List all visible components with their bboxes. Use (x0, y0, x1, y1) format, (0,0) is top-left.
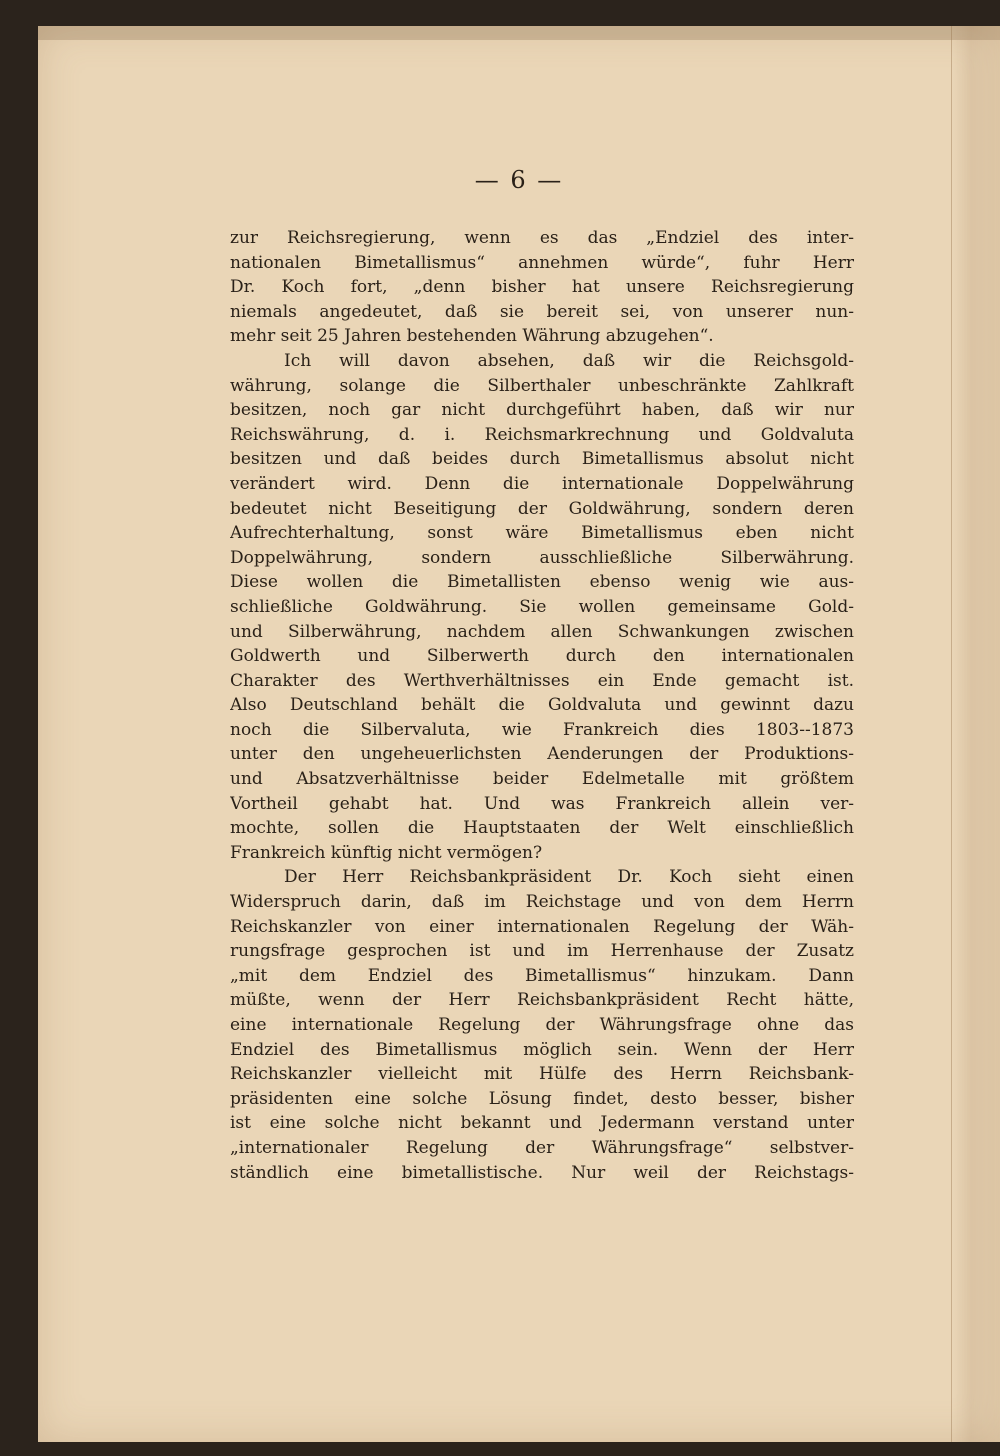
text-line: Reichswährung, d. i. Reichsmarkrechnung und Goldvaluta (230, 424, 854, 445)
body-text (230, 226, 854, 1185)
text-line: unter den ungeheuerlichsten Aenderungen der Produktions- (230, 744, 854, 765)
text-line: Ich will davon absehen, daß wir die Reichsgold- (284, 350, 854, 371)
text-line: Endziel des Bimetallismus möglich sein. Wenn der Herr (230, 1039, 854, 1060)
text-line: mehr seit 25 Jahren bestehenden Währung abzugehen“. (230, 326, 714, 347)
text-line: „mit dem Endziel des Bimetallismus“ hinzukam. Dann (230, 965, 854, 986)
text-line: nationalen Bimetallismus“ annehmen würde“, fuhr Herr (230, 252, 854, 273)
text-line: Charakter des Werthverhältnisses ein Ende gemacht ist. (230, 670, 854, 691)
text-line: niemals angedeutet, daß sie bereit sei, von unserer nun- (230, 301, 854, 322)
text-line: Widerspruch darin, daß im Reichstage und von dem Herrn (230, 892, 854, 913)
text-line: besitzen, noch gar nicht durchgeführt haben, daß wir nur (230, 400, 854, 421)
text-line: ständlich eine bimetallistische. Nur weil der Reichstags- (230, 1162, 854, 1183)
text-line: schließliche Goldwährung. Sie wollen gemeinsame Gold- (230, 596, 854, 617)
text-line: „internationaler Regelung der Währungsfrage“ selbstver- (230, 1137, 854, 1158)
text-line: besitzen und daß beides durch Bimetallismus absolut nicht (230, 449, 854, 470)
book-page (38, 26, 1000, 1442)
text-line: müßte, wenn der Herr Reichsbankpräsident Recht hätte, (230, 990, 854, 1011)
text-line: Diese wollen die Bimetallisten ebenso wenig wie aus- (230, 572, 854, 593)
text-line: Reichskanzler von einer internationalen Regelung der Wäh- (230, 916, 854, 937)
page-top-edge (38, 26, 1000, 40)
text-line: verändert wird. Denn die internationale Doppelwährung (230, 473, 854, 494)
text-line: Aufrechterhaltung, sonst wäre Bimetallismus eben nicht (230, 523, 854, 544)
text-line: zur Reichsregierung, wenn es das „Endziel des inter- (230, 228, 854, 248)
text-line: ist eine solche nicht bekannt und Jedermann verstand unter (230, 1113, 854, 1134)
text-line: Goldwerth und Silberwerth durch den internationalen (230, 646, 854, 667)
text-line: noch die Silbervaluta, wie Frankreich dies 1803--1873 (230, 719, 854, 740)
text-line: und Silberwährung, nachdem allen Schwankungen zwischen (230, 621, 854, 642)
text-line: Der Herr Reichsbankpräsident Dr. Koch sieht einen (284, 867, 854, 888)
text-line: Also Deutschland behält die Goldvaluta und gewinnt dazu (230, 695, 854, 716)
text-line: eine internationale Regelung der Währungsfrage ohne das (230, 1015, 854, 1035)
text-line: Dr. Koch fort, „denn bisher hat unsere Reichsregierung (230, 277, 854, 298)
text-line: und Absatzverhältnisse beider Edelmetalle mit größtem (230, 769, 854, 790)
text-line: Reichskanzler vielleicht mit Hülfe des Herrn Reichsbank- (230, 1064, 854, 1085)
text-line: bedeutet nicht Beseitigung der Goldwährung, sondern deren (230, 498, 854, 519)
text-line: präsidenten eine solche Lösung findet, desto besser, bisher (230, 1088, 854, 1109)
text-line: Frankreich künftig nicht vermögen? (230, 842, 543, 863)
text-line: Vortheil gehabt hat. Und was Frankreich allein ver- (230, 793, 854, 814)
text-line: Doppelwährung, sondern ausschließliche Silberwährung. (230, 547, 854, 568)
text-line: mochte, sollen die Hauptstaaten der Welt einschließlich (230, 818, 854, 839)
page-number: — 6 — (474, 166, 564, 194)
text-line: rungsfrage gesprochen ist und im Herrenhause der Zusatz (230, 941, 854, 962)
page-right-edge (951, 26, 1000, 1442)
text-line: währung, solange die Silberthaler unbeschränkte Zahlkraft (230, 375, 854, 396)
